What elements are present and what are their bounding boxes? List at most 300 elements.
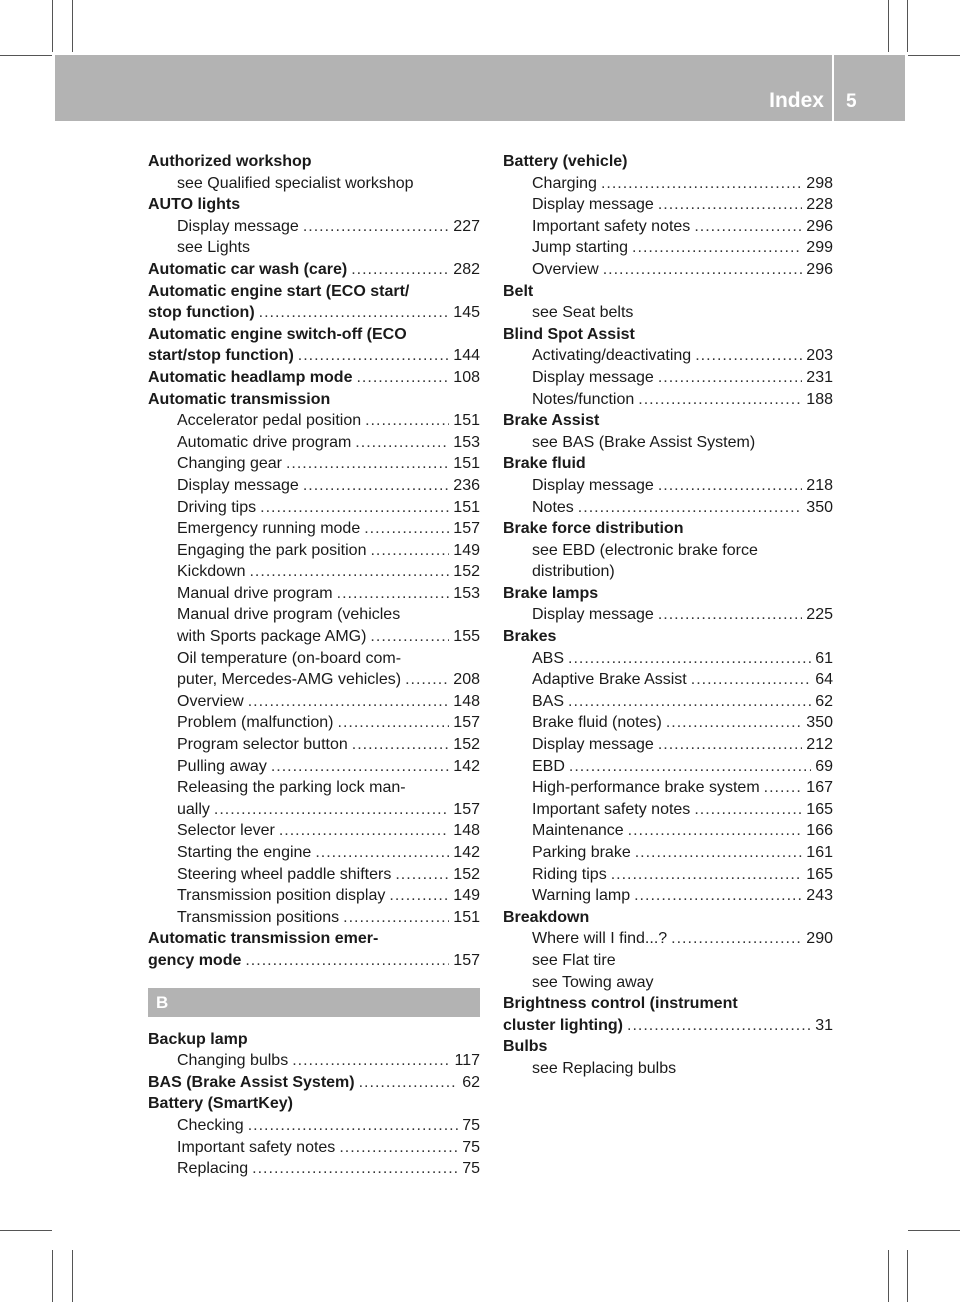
dot-leader (252, 1158, 458, 1180)
page-reference: 144 (453, 347, 480, 365)
header-divider (832, 55, 834, 121)
index-subentry (503, 928, 833, 950)
page-reference: 166 (806, 822, 833, 840)
index-subentry (503, 259, 833, 281)
index-subentry (148, 1115, 480, 1137)
entry-label: Warning lamp (532, 887, 631, 905)
page-reference: 75 (462, 1116, 480, 1134)
crop-mark (907, 1250, 908, 1302)
index-subentry (503, 885, 833, 907)
entry-label: Brake lamps (503, 584, 599, 602)
page-reference: 212 (806, 736, 833, 754)
entry-label: Brake fluid (notes) (532, 714, 662, 732)
crop-mark (0, 1230, 52, 1231)
entry-label: Display message (532, 196, 654, 214)
dot-leader (405, 669, 449, 691)
entry-label: distribution) (532, 563, 615, 581)
page-reference: 75 (462, 1160, 480, 1178)
page-reference: 225 (806, 606, 833, 624)
page-reference: 151 (453, 412, 480, 430)
entry-label: Selector lever (177, 822, 275, 840)
entry-label: ABS (532, 649, 565, 667)
entry-label: Automatic transmission emer- (148, 930, 379, 948)
crop-mark (52, 0, 53, 52)
entry-label: Brake Assist (503, 412, 600, 430)
page-reference: 298 (806, 174, 833, 192)
index-subentry (148, 475, 480, 497)
index-entry (503, 518, 833, 540)
index-subentry (503, 734, 833, 756)
dot-leader (303, 216, 449, 238)
page-reference: 152 (453, 865, 480, 883)
section-header: B (148, 988, 480, 1017)
dot-leader (603, 259, 803, 281)
index-subentry (148, 885, 480, 907)
index-subentry (148, 864, 480, 886)
page-reference: 218 (806, 476, 833, 494)
page-reference: 153 (453, 433, 480, 451)
dot-leader (638, 389, 802, 411)
index-subentry (503, 345, 833, 367)
index-entry (148, 950, 480, 972)
dot-leader (389, 885, 449, 907)
index-entry (148, 194, 480, 216)
entry-label: BAS (Brake Assist System) (148, 1073, 355, 1091)
page-reference: 165 (806, 800, 833, 818)
entry-label: Brakes (503, 628, 557, 646)
page-reference: 148 (453, 822, 480, 840)
index-entry (503, 410, 833, 432)
index-subentry (148, 756, 480, 778)
dot-leader (395, 864, 449, 886)
dot-leader (337, 583, 450, 605)
dot-leader (370, 540, 449, 562)
entry-label: Emergency running mode (177, 520, 361, 538)
entry-label: see BAS (Brake Assist System) (532, 433, 756, 451)
entry-label: Important safety notes (532, 217, 691, 235)
entry-label: Program selector button (177, 736, 348, 754)
index-subentry (148, 561, 480, 583)
index-column-left (148, 151, 480, 1180)
page-reference: 151 (453, 455, 480, 473)
index-subentry (503, 777, 833, 799)
index-subentry (503, 367, 833, 389)
entry-label: Kickdown (177, 563, 246, 581)
dot-leader (249, 561, 449, 583)
crop-mark (52, 1250, 53, 1302)
index-subentry (503, 432, 833, 454)
index-entry (503, 151, 833, 173)
index-subentry (503, 604, 833, 626)
page-reference: 243 (806, 887, 833, 905)
entry-label: Belt (503, 282, 534, 300)
index-subentry (148, 410, 480, 432)
entry-label: Display message (177, 476, 299, 494)
index-entry (503, 281, 833, 303)
page-reference: 75 (462, 1138, 480, 1156)
index-subentry (503, 756, 833, 778)
index-entry (503, 993, 833, 1015)
entry-label: Display message (177, 217, 299, 235)
dot-leader (635, 842, 803, 864)
index-subentry (148, 842, 480, 864)
dot-leader (303, 475, 449, 497)
entry-label: see Towing away (532, 973, 654, 991)
dot-leader (355, 432, 449, 454)
page-reference: 188 (806, 390, 833, 408)
entry-label: Steering wheel paddle shifters (177, 865, 392, 883)
index-subentry (148, 626, 480, 648)
entry-label: see Replacing bulbs (532, 1059, 677, 1077)
page-reference: 227 (453, 217, 480, 235)
entry-label: Transmission positions (177, 908, 340, 926)
index-subentry (148, 1137, 480, 1159)
dot-leader (578, 497, 803, 519)
entry-label: Oil temperature (on-board com- (177, 649, 402, 667)
index-entry (503, 1015, 833, 1037)
entry-label: Activating/deactivating (532, 347, 692, 365)
entry-label: Changing bulbs (177, 1052, 289, 1070)
crop-mark (888, 0, 889, 52)
dot-leader (259, 302, 450, 324)
index-subentry (503, 691, 833, 713)
dot-leader (248, 1115, 459, 1137)
dot-leader (352, 734, 450, 756)
index-subentry (148, 712, 480, 734)
dot-leader (658, 475, 802, 497)
page-reference: 149 (453, 541, 480, 559)
page-reference: 61 (815, 649, 833, 667)
index-entry (148, 389, 480, 411)
page-reference: 236 (453, 476, 480, 494)
dot-leader (260, 497, 449, 519)
index-subentry (503, 173, 833, 195)
page-reference: 149 (453, 887, 480, 905)
entry-label: Releasing the parking lock man- (177, 779, 406, 797)
index-entry (503, 324, 833, 346)
entry-label: Automatic engine switch-off (ECO (148, 325, 407, 343)
entry-label: Changing gear (177, 455, 282, 473)
page-reference: 145 (453, 304, 480, 322)
index-subentry (148, 648, 480, 670)
dot-leader (339, 1137, 458, 1159)
entry-label: see Flat tire (532, 951, 616, 969)
entry-label: stop function) (148, 304, 255, 322)
entry-label: High-performance brake system (532, 779, 760, 797)
page-reference: 157 (453, 714, 480, 732)
index-subentry (148, 907, 480, 929)
entry-label: see Lights (177, 239, 250, 257)
entry-label: Notes/function (532, 390, 635, 408)
dot-leader (694, 799, 802, 821)
entry-label: see Seat belts (532, 304, 634, 322)
dot-leader (364, 518, 449, 540)
entry-label: Display message (532, 606, 654, 624)
entry-label: cluster lighting) (503, 1016, 623, 1034)
index-subentry (503, 864, 833, 886)
entry-label: Manual drive program (177, 584, 333, 602)
index-subentry (148, 799, 480, 821)
entry-label: Riding tips (532, 865, 607, 883)
page-reference: 296 (806, 217, 833, 235)
index-subentry (503, 842, 833, 864)
entry-label: Backup lamp (148, 1030, 248, 1048)
dot-leader (632, 237, 802, 259)
dot-leader (370, 626, 449, 648)
dot-leader (691, 669, 811, 691)
index-subentry (148, 540, 480, 562)
entry-label: Authorized workshop (148, 153, 312, 170)
dot-leader (356, 367, 449, 389)
entry-label: Brake fluid (503, 455, 586, 473)
entry-label: Important safety notes (177, 1138, 336, 1156)
page-reference: 208 (453, 671, 480, 689)
dot-leader (359, 1072, 459, 1094)
entry-label: Automatic engine start (ECO start/ (148, 282, 410, 300)
index-entry (148, 1072, 480, 1094)
index-subentry (503, 497, 833, 519)
index-subentry (503, 820, 833, 842)
page-reference: 231 (806, 368, 833, 386)
entry-label: Brightness control (instrument (503, 995, 738, 1013)
entry-label: Overview (177, 692, 244, 710)
page-reference: 117 (454, 1052, 480, 1070)
dot-leader (658, 604, 802, 626)
page-reference: 290 (806, 930, 833, 948)
dot-leader (568, 648, 811, 670)
dot-leader (658, 194, 802, 216)
index-entry (503, 1036, 833, 1058)
entry-label: Driving tips (177, 498, 257, 516)
index-subentry (148, 820, 480, 842)
crop-mark (72, 0, 73, 52)
index-entry (148, 302, 480, 324)
index-subentry (503, 669, 833, 691)
dot-leader (351, 259, 449, 281)
dot-leader (315, 842, 449, 864)
crop-mark (72, 1250, 73, 1302)
page-reference: 157 (453, 951, 480, 969)
page-reference: 228 (806, 196, 833, 214)
dot-leader (695, 345, 802, 367)
dot-leader (292, 1050, 450, 1072)
entry-label: puter, Mercedes-AMG vehicles) (177, 671, 402, 689)
dot-leader (338, 712, 450, 734)
index-subentry (503, 1058, 833, 1080)
index-subentry (503, 972, 833, 994)
entry-label: Overview (532, 260, 599, 278)
index-entry (148, 324, 480, 346)
crop-mark (908, 1230, 960, 1231)
crop-mark (888, 1250, 889, 1302)
index-subentry (503, 194, 833, 216)
crop-mark (907, 0, 908, 52)
entry-label: Transmission position display (177, 887, 386, 905)
dot-leader (365, 410, 449, 432)
dot-leader (634, 885, 802, 907)
index-subentry (503, 389, 833, 411)
dot-leader (298, 345, 450, 367)
page-reference: 31 (815, 1016, 833, 1034)
entry-label: Breakdown (503, 908, 590, 926)
index-entry (503, 626, 833, 648)
dot-leader (248, 691, 450, 713)
index-subentry (503, 561, 833, 583)
entry-label: Notes (532, 498, 574, 516)
entry-label: Adaptive Brake Assist (532, 671, 687, 689)
index-entry (148, 367, 480, 389)
entry-label: Checking (177, 1116, 244, 1134)
entry-label: ually (177, 800, 210, 818)
index-subentry (503, 475, 833, 497)
page-reference: 151 (453, 498, 480, 516)
entry-label: Blind Spot Assist (503, 325, 635, 343)
dot-leader (658, 367, 802, 389)
index-entry (148, 151, 480, 173)
dot-leader (628, 820, 803, 842)
dot-leader (343, 907, 449, 929)
index-subentry (148, 604, 480, 626)
entry-label: start/stop function) (148, 347, 294, 365)
page-reference: 64 (815, 671, 833, 689)
index-subentry (503, 799, 833, 821)
page-reference: 142 (453, 844, 480, 861)
entry-label: Parking brake (532, 844, 631, 861)
entry-label: see EBD (electronic brake force (532, 541, 758, 559)
page-reference: 151 (453, 908, 480, 926)
page-reference: 157 (453, 800, 480, 818)
entry-label: Accelerator pedal position (177, 412, 362, 430)
dot-leader (666, 712, 802, 734)
page-reference: 62 (462, 1073, 480, 1091)
index-subentry (148, 669, 480, 691)
dot-leader (214, 799, 449, 821)
index-subentry (148, 583, 480, 605)
index-entry (148, 345, 480, 367)
entry-label: Display message (532, 368, 654, 386)
page-title: Index (769, 89, 824, 112)
dot-leader (601, 173, 802, 195)
entry-label: Display message (532, 736, 654, 754)
page-reference: 153 (453, 584, 480, 602)
index-column-right (503, 151, 833, 1080)
dot-leader (568, 691, 811, 713)
page-reference: 108 (453, 368, 480, 386)
index-subentry (148, 518, 480, 540)
index-subentry (503, 216, 833, 238)
dot-leader (279, 820, 449, 842)
entry-label: Pulling away (177, 757, 267, 775)
entry-label: Manual drive program (vehicles (177, 606, 401, 624)
index-entry (503, 583, 833, 605)
entry-label: Replacing (177, 1160, 249, 1178)
index-subentry (503, 648, 833, 670)
entry-label: Problem (malfunction) (177, 714, 334, 732)
index-subentry (503, 302, 833, 324)
entry-label: Battery (vehicle) (503, 153, 628, 170)
index-entry (148, 928, 480, 950)
page-reference: 155 (453, 628, 480, 646)
page-reference: 161 (806, 844, 833, 861)
index-subentry (503, 237, 833, 259)
page-reference: 350 (806, 498, 833, 516)
dot-leader (694, 216, 802, 238)
index-entry (503, 453, 833, 475)
entry-label: Battery (SmartKey) (148, 1095, 293, 1113)
index-subentry (148, 734, 480, 756)
entry-label: Automatic drive program (177, 433, 352, 451)
entry-label: Starting the engine (177, 844, 312, 861)
index-subentry (503, 950, 833, 972)
entry-label: Automatic car wash (care) (148, 260, 348, 278)
dot-leader (611, 864, 803, 886)
page-reference: 167 (806, 779, 833, 797)
dot-leader (271, 756, 449, 778)
entry-label: Maintenance (532, 822, 624, 840)
dot-leader (671, 928, 802, 950)
entry-label: Automatic headlamp mode (148, 368, 353, 386)
dot-leader (245, 950, 449, 972)
entry-label: Where will I find...? (532, 930, 668, 948)
dot-leader (764, 777, 803, 799)
index-subentry (148, 497, 480, 519)
index-entry (148, 281, 480, 303)
page-reference: 203 (806, 347, 833, 365)
page-reference: 299 (806, 239, 833, 257)
page-reference: 148 (453, 692, 480, 710)
index-subentry (148, 777, 480, 799)
index-entry (148, 1093, 480, 1115)
index-entry (148, 1029, 480, 1051)
entry-label: Jump starting (532, 239, 629, 257)
index-subentry (148, 453, 480, 475)
entry-label: Important safety notes (532, 800, 691, 818)
index-entry (503, 907, 833, 929)
index-subentry (148, 173, 480, 195)
crop-mark (908, 55, 960, 56)
crop-mark (0, 55, 52, 56)
dot-leader (627, 1015, 811, 1037)
page-reference: 69 (815, 757, 833, 775)
page-reference: 62 (815, 692, 833, 710)
page-reference: 152 (453, 736, 480, 754)
entry-label: Bulbs (503, 1038, 548, 1056)
entry-label: Engaging the park position (177, 541, 367, 559)
entry-label: Charging (532, 174, 597, 192)
index-subentry (503, 540, 833, 562)
page-number: 5 (846, 91, 857, 112)
entry-label: Automatic transmission (148, 390, 331, 408)
page-reference: 350 (806, 714, 833, 732)
page-reference: 152 (453, 563, 480, 581)
entry-label: see Qualified specialist workshop (177, 174, 414, 192)
entry-label: EBD (532, 757, 565, 775)
index-subentry (148, 432, 480, 454)
entry-label: BAS (532, 692, 565, 710)
index-entry (148, 259, 480, 281)
entry-label: Brake force distribution (503, 520, 684, 538)
entry-label: Display message (532, 476, 654, 494)
index-subentry (148, 216, 480, 238)
index-subentry (148, 1050, 480, 1072)
page-reference: 282 (453, 260, 480, 278)
entry-label: gency mode (148, 951, 242, 969)
entry-label: with Sports package AMG) (177, 628, 367, 646)
dot-leader (286, 453, 449, 475)
page-reference: 142 (453, 757, 480, 775)
index-subentry (148, 237, 480, 259)
index-subentry (503, 712, 833, 734)
